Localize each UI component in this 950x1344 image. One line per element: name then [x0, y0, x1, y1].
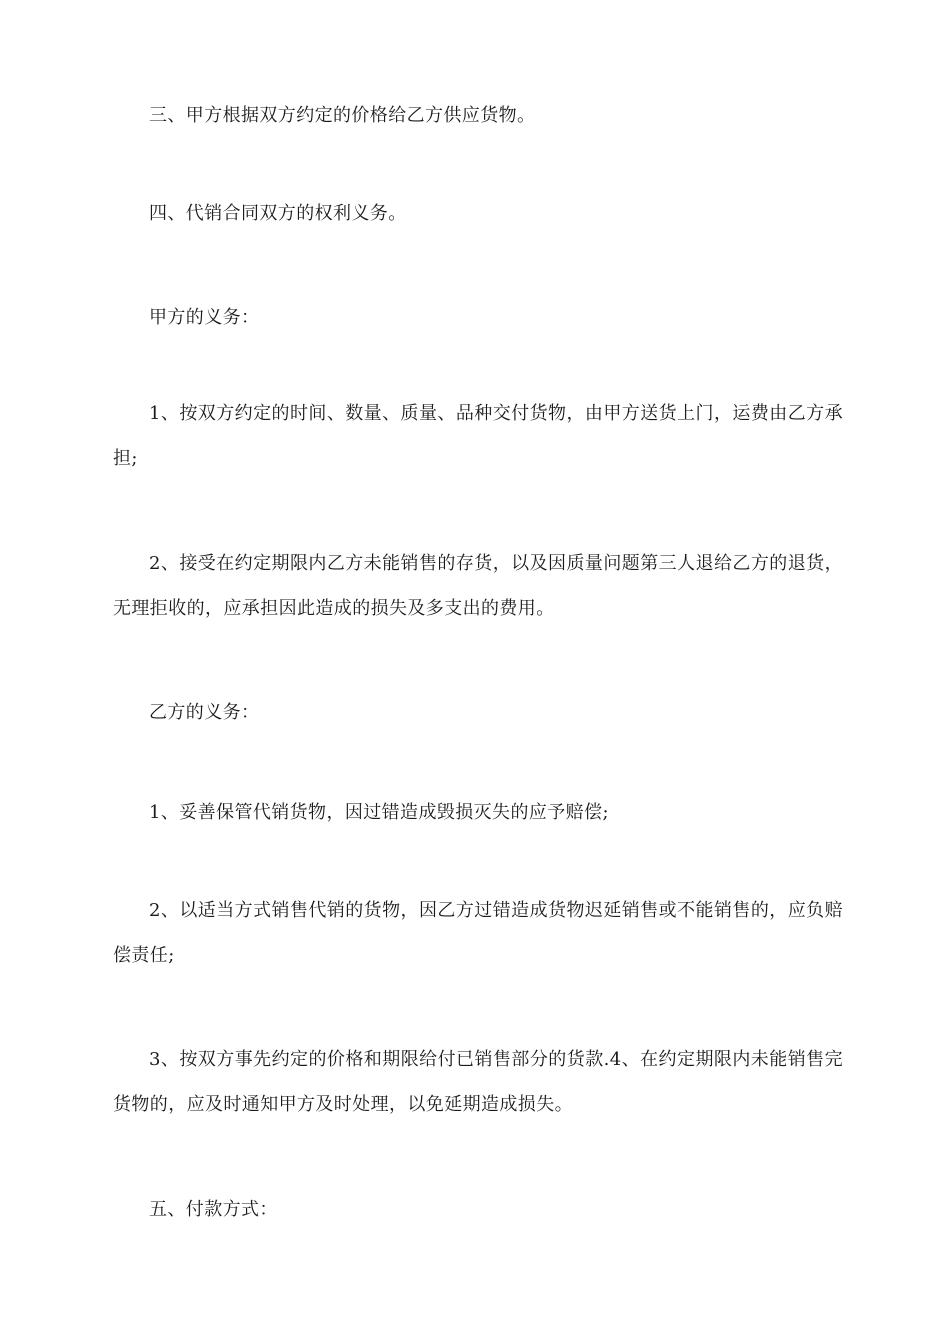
party-b-obligation-1: 1、妥善保管代销货物，因过错造成毁损灭失的应予赔偿;: [149, 802, 609, 823]
clause-five-heading: 五、付款方式：: [149, 1199, 278, 1220]
party-a-obligation-1: 1、按双方约定的时间、数量、质量、品种交付货物，由甲方送货上门，运费由乙方承担;: [113, 403, 843, 469]
party-a-obligation-2: 2、接受在约定期限内乙方未能销售的存货，以及因质量问题第三人退给乙方的退货，无理拒收的，应承担因此造成的损失及多支出的费用。: [113, 553, 843, 619]
party-a-obligations-heading: 甲方的义务：: [149, 307, 260, 328]
party-b-obligation-3: 3、按双方事先约定的价格和期限给付已销售部分的货款.4、在约定期限内未能销售完货物的，应及时通知甲方及时处理，以免延期造成损失。: [113, 1049, 843, 1115]
clause-four-heading: 四、代销合同双方的权利义务。: [149, 203, 407, 224]
clause-three-heading: 三、甲方根据双方约定的价格给乙方供应货物。: [149, 105, 536, 126]
party-b-obligations-heading: 乙方的义务：: [149, 702, 260, 723]
party-b-obligation-2: 2、以适当方式销售代销的货物，因乙方过错造成货物迟延销售或不能销售的，应负赔偿责任;: [113, 900, 843, 966]
